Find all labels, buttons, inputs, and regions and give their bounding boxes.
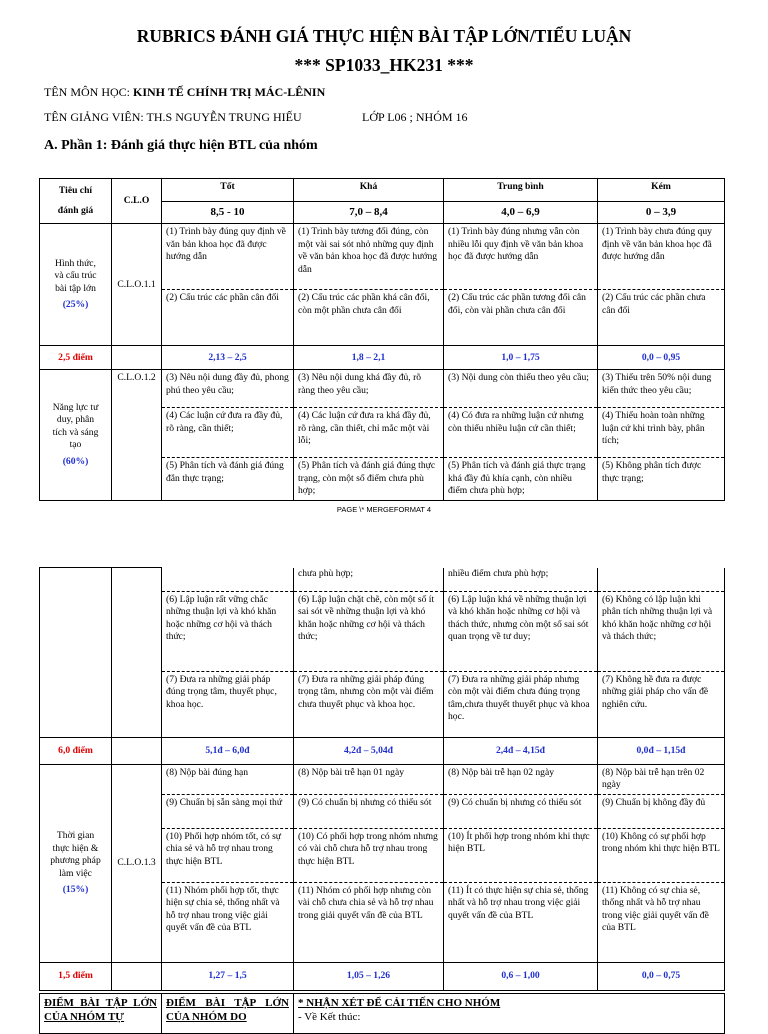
rubric-cell-continued (598, 568, 725, 592)
comment-sub: - Về Kết thúc: (298, 1011, 361, 1024)
rubric-cell-continued (162, 568, 294, 592)
rubric-cell: (7) Không hề đưa ra được những giải pháp cho vấn đề nghiên cứu. (598, 672, 725, 738)
rubric-cell: (4) Các luận cứ đưa ra đầy đủ, rõ ràng, cần thiết; (162, 408, 294, 458)
rubric-cell: (9) Chuẩn bị không đầy đủ (598, 794, 725, 828)
range-cell: 1,27 – 1,5 (162, 962, 294, 990)
rubric-cell: (1) Trình bày đúng quy định về văn bản khoa học đã được hướng dẫn (162, 224, 294, 290)
criteria-label: Hình thức, và cấu trúc bài tập lớn (54, 257, 97, 294)
criteria-label: Thời gian thực hiện & phương pháp làm việc (50, 830, 101, 879)
teacher-line: TÊN GIẢNG VIÊN: TH.S NGUYỄN TRUNG HIẾU (44, 110, 302, 124)
range-cell: 2,4đ – 4,15đ (444, 738, 598, 765)
rubric-cell: (3) Nêu nội dung đầy đủ, phong phú theo yêu cầu; (162, 370, 294, 408)
rubric-cell: (11) Nhóm có phối hợp nhưng còn vài chỗ chưa chia sẻ và hỗ trợ nhau trong giải quyết vấn đề của BTL (294, 882, 444, 962)
range-cell: 4,2đ – 5,04đ (294, 738, 444, 765)
rubric-cell: (5) Phân tích và đánh giá thực trạng khá đầy đủ khía cạnh, còn nhiều điểm chưa phù hợp; (444, 458, 598, 500)
range-cell: 1,0 – 1,75 (444, 346, 598, 370)
rubric-cell: (10) Ít phối hợp trong nhóm khi thực hiện BTL (444, 828, 598, 882)
rubric-cell: (10) Không có sự phối hợp trong nhóm khi thực hiện BTL (598, 828, 725, 882)
rubric-cell: (2) Cấu trúc các phần tương đối cân đối, còn vài phần chưa cân đối (444, 290, 598, 346)
range-cell: 0,0 – 0,75 (598, 962, 725, 990)
rubric-cell: (6) Lập luận chặt chẽ, còn một số ít sai sót về những thuận lợi và khó khăn hoặc những cơ hội và thách thức; (294, 592, 444, 672)
header-clo: C.L.O (112, 179, 162, 224)
comment-heading: * NHẬN XÉT ĐỂ CẢI TIẾN CHO NHÓM (298, 997, 501, 1009)
rubric-cell: (7) Đưa ra những giải pháp đúng trọng tâm, nhưng còn một vài điểm chưa thuyết phục và khoa học. (294, 672, 444, 738)
rubric-cell: (2) Cấu trúc các phần khá cân đối, còn một phần chưa cân đối (294, 290, 444, 346)
rubric-cell: (6) Lập luận khá về những thuận lợi và khó khăn hoặc những cơ hội và thách thức, nhưng còn một số sai sót quan trọng về tư duy; (444, 592, 598, 672)
clo-cell: C.L.O.1.3 (112, 765, 162, 963)
rubric-cell: (4) Thiếu hoàn toàn những luận cứ khi trình bày, phân tích; (598, 408, 725, 458)
rubric-cell-continued: chưa phù hợp; (294, 568, 444, 592)
document-code: *** SP1033_HK231 *** (294, 55, 474, 75)
criteria-hinh-thuc (40, 224, 112, 346)
rubric-cell-continued: nhiều điểm chưa phù hợp; (444, 568, 598, 592)
rubric-cell: (10) Có phối hợp trong nhóm nhưng có vài chỗ chưa hỗ trợ nhau trong thực hiện BTL (294, 828, 444, 882)
rubric-cell: (8) Nộp bài trễ hạn 01 ngày (294, 765, 444, 795)
score-cell: 2,5 điểm (40, 346, 112, 370)
rubric-cell: (5) Phân tích và đánh giá đúng đắn thực trạng; (162, 458, 294, 500)
header-range-trungbinh: 4,0 – 6,9 (444, 201, 598, 224)
score-cell: 6,0 điểm (40, 738, 112, 765)
rubric-cell: (8) Nộp bài trễ hạn 02 ngày (444, 765, 598, 795)
rubric-cell: (11) Không có sự chia sẻ, thống nhất và hỗ trợ nhau trong việc giải quyết vấn đề của BTL (598, 882, 725, 962)
range-cell: 0,0đ – 1,15đ (598, 738, 725, 765)
rubric-cell: (8) Nộp bài trễ hạn trên 02 ngày (598, 765, 725, 795)
rubric-cell: (6) Lập luận rất vững chắc những thuận lợi và khó khăn hoặc những cơ hội và thách thức; (162, 592, 294, 672)
rubric-cell: (4) Các luận cứ đưa ra khá đầy đủ, rõ ràng, cần thiết, chỉ mắc một vài lỗi; (294, 408, 444, 458)
rubric-cell: (3) Thiếu trên 50% nội dung kiến thức theo yêu cầu; (598, 370, 725, 408)
rubric-cell: (9) Có chuẩn bị nhưng có thiếu sót (294, 794, 444, 828)
header-criteria: Tiêu chí đánh giá (40, 179, 112, 224)
range-cell: 2,13 – 2,5 (162, 346, 294, 370)
rubric-cell: (6) Không có lập luận khi phân tích những thuận lợi và khó khăn hoặc những cơ hội và thách thức; (598, 592, 725, 672)
range-cell: 0,0 – 0,95 (598, 346, 725, 370)
rubric-cell: (7) Đưa ra những giải pháp đúng trọng tâm, thuyết phục, khoa học. (162, 672, 294, 738)
header-range-kha: 7,0 – 8,4 (294, 201, 444, 224)
rubric-cell: (1) Trình bày đúng nhưng vẫn còn nhiều lỗi quy định về văn bản khoa học đã được hướng dẫn (444, 224, 598, 290)
empty-cell (112, 962, 162, 990)
range-cell: 5,1đ – 6,0đ (162, 738, 294, 765)
clo-continuation (112, 568, 162, 738)
teacher-score-label: ĐIỂM BÀI TẬP LỚN CỦA NHÓM DO (162, 994, 294, 1034)
clo-cell: C.L.O.1.2 (112, 370, 162, 500)
rubric-cell: (2) Cấu trúc các phần cân đối (162, 290, 294, 346)
rubric-cell: (5) Không phân tích được thực trạng; (598, 458, 725, 500)
range-cell: 1,05 – 1,26 (294, 962, 444, 990)
empty-cell (112, 346, 162, 370)
score-cell: 1,5 điểm (40, 962, 112, 990)
criteria-percent: (15%) (62, 884, 89, 896)
course-name: KINH TẾ CHÍNH TRỊ MÁC-LÊNIN (133, 85, 326, 99)
rubric-cell: (5) Phân tích và đánh giá đúng thực trạng, còn một số điểm chưa phù hợp; (294, 458, 444, 500)
criteria-thoi-gian (40, 765, 112, 963)
rubric-cell: (1) Trình bày tương đối đúng, còn một vài sai sót nhỏ những quy định về văn bản khoa học đã được hướng dẫn (294, 224, 444, 290)
rubric-cell: (9) Có chuẩn bị nhưng có thiếu sót (444, 794, 598, 828)
class-line: LỚP L06 ; NHÓM 16 (362, 110, 468, 124)
rubric-table-page2 (39, 567, 725, 991)
rubric-cell: (7) Đưa ra những giải pháp nhưng còn một vài điểm chưa đúng trọng tâm,chưa thuyết thuyết phục và khoa học. (444, 672, 598, 738)
rubric-cell: (10) Phối hợp nhóm tốt, có sự chia sẻ và hỗ trợ nhau trong thực hiện BTL (162, 828, 294, 882)
header-level-tot: Tốt (162, 179, 294, 202)
clo-cell: C.L.O.1.1 (112, 224, 162, 346)
rubric-table-page1 (39, 178, 725, 501)
rubric-cell: (4) Có đưa ra những luận cứ nhưng còn thiếu nhiều luận cứ cần thiết; (444, 408, 598, 458)
range-cell: 1,8 – 2,1 (294, 346, 444, 370)
improvement-comment (294, 994, 725, 1034)
self-score-label: ĐIỂM BÀI TẬP LỚN CỦA NHÓM TỰ (40, 994, 162, 1034)
section-heading: A. Phần 1: Đánh giá thực hiện BTL của nhóm (44, 138, 318, 153)
criteria-nang-luc (40, 370, 112, 500)
page-footer: PAGE \* MERGEFORMAT 4 (336, 505, 432, 514)
course-label: TÊN MÔN HỌC: (44, 85, 133, 99)
rubric-cell: (8) Nộp bài đúng hạn (162, 765, 294, 795)
rubric-cell: (3) Nêu nội dung khá đầy đủ, rõ ràng theo yêu cầu; (294, 370, 444, 408)
criteria-percent: (25%) (62, 299, 89, 311)
criteria-continuation (40, 568, 112, 738)
criteria-percent: (60%) (62, 455, 89, 467)
rubric-cell: (1) Trình bày chưa đúng quy định về văn bản khoa học đã được hướng dẫn (598, 224, 725, 290)
empty-cell (112, 738, 162, 765)
criteria-label: Năng lực tư duy, phân tích và sáng tạo (52, 401, 99, 451)
rubric-cell: (11) Ít có thực hiện sự chia sẻ, thống nhất và hỗ trợ nhau trong việc giải quyết vấn đề của BTL (444, 882, 598, 962)
document-title: RUBRICS ĐÁNH GIÁ THỰC HIỆN BÀI TẬP LỚN/TIỂU LUẬN (136, 26, 632, 46)
rubric-cell: (9) Chuẩn bị sẵn sàng mọi thứ (162, 794, 294, 828)
course-line (44, 85, 325, 100)
header-range-kem: 0 – 3,9 (598, 201, 725, 224)
header-level-kha: Khá (294, 179, 444, 202)
header-range-tot: 8,5 - 10 (162, 201, 294, 224)
header-level-trungbinh: Trung bình (444, 179, 598, 202)
bottom-summary-table (39, 993, 725, 1034)
range-cell: 0,6 – 1,00 (444, 962, 598, 990)
header-level-kem: Kém (598, 179, 725, 202)
rubric-cell: (2) Cấu trúc các phần chưa cân đối (598, 290, 725, 346)
rubric-cell: (3) Nội dung còn thiếu theo yêu cầu; (444, 370, 598, 408)
rubric-cell: (11) Nhóm phối hợp tốt, thực hiện sự chia sẻ, thống nhất và hỗ trợ nhau trong việc giải quyết vấn đề của BTL (162, 882, 294, 962)
